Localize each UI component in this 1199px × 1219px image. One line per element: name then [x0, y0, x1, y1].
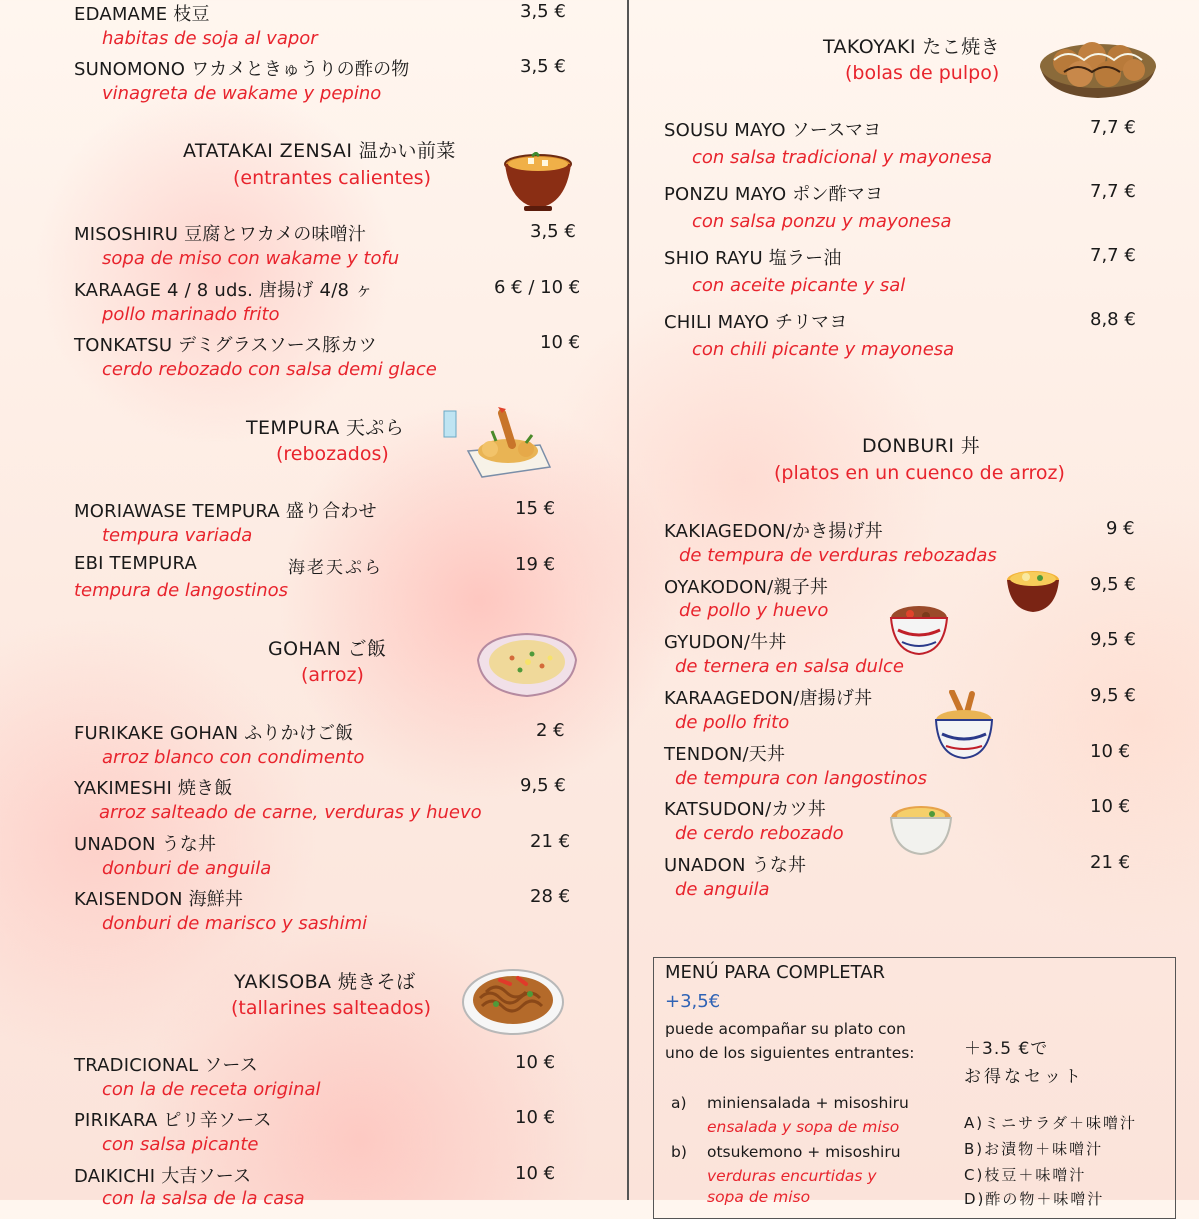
item-kakiagedon-name: KAKIAGEDON/かき揚げ丼	[664, 521, 883, 542]
column-divider	[627, 0, 629, 1200]
item-moriawase-desc: tempura variada	[102, 525, 253, 546]
set-option-b-desc2: sopa de miso	[707, 1188, 811, 1206]
katsudon-bowl-illustration	[888, 800, 954, 858]
item-ebi-jp: 海老天ぷら	[288, 558, 383, 578]
fried-rice-illustration	[472, 630, 582, 702]
set-menu-jp-line: お得なセット	[964, 1067, 1084, 1087]
item-katsudon-desc: de cerdo rebozado	[675, 823, 844, 844]
item-furikake-name: FURIKAKE GOHAN ふりかけご飯	[74, 723, 354, 744]
item-sousu-desc: con salsa tradicional y mayonesa	[692, 147, 993, 168]
item-edamame-price: 3,5 €	[520, 1, 566, 22]
item-gyudon-price: 9,5 €	[1090, 629, 1136, 650]
set-menu-line2: uno de los siguientes entrantes:	[665, 1044, 915, 1062]
item-ponzu-name: PONZU MAYO ポン酢マヨ	[664, 184, 884, 205]
item-unadon-left-name: UNADON うな丼	[74, 834, 217, 855]
item-misoshiru-price: 3,5 €	[530, 221, 576, 242]
item-ponzu-desc: con salsa ponzu y mayonesa	[692, 211, 952, 232]
tempura-illustration	[442, 405, 562, 483]
set-menu-line1: puede acompañar su plato con	[665, 1020, 906, 1038]
set-menu-jp-price: ＋3.5 €で	[964, 1039, 1049, 1059]
item-karaagedon-name: KARAAGEDON/唐揚げ丼	[664, 688, 873, 709]
item-yakimeshi-name: YAKIMESHI 焼き飯	[74, 778, 233, 799]
section-atatakai-sub: (entrantes calientes)	[233, 167, 431, 189]
item-shio-desc: con aceite picante y sal	[692, 275, 906, 296]
item-oyakodon-name: OYAKODON/親子丼	[664, 577, 829, 598]
item-chili-desc: con chili picante y mayonesa	[692, 339, 955, 360]
item-daikichi-price: 10 €	[515, 1163, 556, 1184]
item-gyudon-desc: de ternera en salsa dulce	[675, 656, 904, 677]
item-oyakodon-desc: de pollo y huevo	[679, 600, 829, 621]
section-takoyaki-sub: (bolas de pulpo)	[845, 62, 1000, 84]
section-tempura-sub: (rebozados)	[276, 443, 389, 465]
item-chili-name: CHILI MAYO チリマヨ	[664, 312, 848, 333]
item-karaagedon-price: 9,5 €	[1090, 685, 1136, 706]
item-edamame-name: EDAMAME 枝豆	[74, 4, 210, 25]
item-furikake-desc: arroz blanco con condimento	[102, 747, 365, 768]
set-option-a-text: miniensalada + misoshiru	[707, 1094, 909, 1112]
section-yakisoba-title: YAKISOBA 焼きそば	[234, 971, 416, 993]
item-tonkatsu-name: TONKATSU デミグラスソース豚カツ	[74, 335, 377, 356]
set-option-a-desc: ensalada y sopa de miso	[707, 1118, 900, 1136]
item-gyudon-name: GYUDON/牛丼	[664, 632, 787, 653]
item-shio-price: 7,7 €	[1090, 245, 1136, 266]
item-katsudon-price: 10 €	[1090, 796, 1131, 817]
gyudon-bowl-illustration	[888, 600, 950, 658]
item-ponzu-price: 7,7 €	[1090, 181, 1136, 202]
set-option-a-label: a)	[671, 1094, 687, 1112]
item-pirikara-desc: con salsa picante	[102, 1134, 259, 1155]
item-shio-name: SHIO RAYU 塩ラー油	[664, 248, 842, 269]
item-tradicional-price: 10 €	[515, 1052, 556, 1073]
item-pirikara-name: PIRIKARA ピリ辛ソース	[74, 1110, 272, 1131]
item-sousu-price: 7,7 €	[1090, 117, 1136, 138]
item-ebi-price: 19 €	[515, 554, 556, 575]
section-donburi-sub: (platos en un cuenco de arroz)	[774, 462, 1065, 484]
item-tradicional-name: TRADICIONAL ソース	[74, 1055, 258, 1076]
set-menu-title: MENÚ PARA COMPLETAR	[665, 962, 886, 983]
section-gohan-sub: (arroz)	[301, 664, 364, 686]
item-kakiagedon-desc: de tempura de verduras rebozadas	[679, 545, 997, 566]
item-chili-price: 8,8 €	[1090, 309, 1136, 330]
item-tonkatsu-desc: cerdo rebozado con salsa demi glace	[102, 359, 437, 380]
oyakodon-bowl-illustration	[1004, 566, 1062, 616]
item-oyakodon-price: 9,5 €	[1090, 574, 1136, 595]
item-tonkatsu-price: 10 €	[540, 332, 581, 353]
set-option-b-label: b)	[671, 1143, 687, 1161]
item-karaagedon-desc: de pollo frito	[675, 712, 790, 733]
item-edamame-desc: habitas de soja al vapor	[102, 28, 318, 49]
item-yakimeshi-price: 9,5 €	[520, 775, 566, 796]
item-sousu-name: SOUSU MAYO ソースマヨ	[664, 120, 882, 141]
miso-soup-illustration	[502, 152, 574, 214]
set-menu-price: +3,5€	[665, 991, 721, 1012]
section-tempura-title: TEMPURA 天ぷら	[246, 417, 405, 439]
section-yakisoba-sub: (tallarines salteados)	[231, 997, 432, 1019]
item-tendon-name: TENDON/天丼	[664, 744, 786, 765]
takoyaki-illustration	[1036, 22, 1160, 102]
item-katsudon-name: KATSUDON/カツ丼	[664, 799, 826, 820]
item-tradicional-desc: con la de receta original	[102, 1079, 321, 1100]
item-ebi-desc: tempura de langostinos	[74, 580, 288, 601]
section-takoyaki-title: TAKOYAKI たこ焼き	[823, 36, 1000, 58]
item-kaisendon-desc: donburi de marisco y sashimi	[102, 913, 368, 934]
item-moriawase-price: 15 €	[515, 498, 556, 519]
item-unadon-right-price: 21 €	[1090, 852, 1131, 873]
tendon-bowl-illustration	[932, 690, 996, 762]
item-sunomono-desc: vinagreta de wakame y pepino	[102, 83, 382, 104]
set-option-b-text: otsukemono + misoshiru	[707, 1143, 901, 1161]
item-ebi-name: EBI TEMPURA	[74, 553, 197, 574]
item-karaage-name: KARAAGE 4 / 8 uds. 唐揚げ 4/8 ヶ	[74, 280, 374, 301]
item-unadon-left-price: 21 €	[530, 831, 571, 852]
set-option-b-desc: verduras encurtidas y	[707, 1167, 877, 1185]
item-unadon-right-name: UNADON うな丼	[664, 855, 807, 876]
section-donburi-title: DONBURI 丼	[862, 435, 981, 457]
set-jp-option-a: A)ミニサラダ＋味噌汁	[964, 1114, 1137, 1132]
yakisoba-illustration	[460, 964, 566, 1038]
item-karaage-desc: pollo marinado frito	[102, 304, 280, 325]
set-jp-option-b: B)お漬物＋味噌汁	[964, 1140, 1104, 1158]
set-jp-option-d: D)酢の物＋味噌汁	[964, 1190, 1105, 1208]
item-karaage-price: 6 € / 10 €	[494, 277, 581, 298]
item-kaisendon-price: 28 €	[530, 886, 571, 907]
item-daikichi-desc: con la salsa de la casa	[102, 1188, 305, 1209]
item-furikake-price: 2 €	[536, 720, 565, 741]
item-moriawase-name: MORIAWASE TEMPURA 盛り合わせ	[74, 501, 377, 522]
set-jp-option-c: C)枝豆＋味噌汁	[964, 1166, 1087, 1184]
item-unadon-right-desc: de anguila	[675, 879, 770, 900]
section-gohan-title: GOHAN ご飯	[268, 638, 387, 660]
item-misoshiru-desc: sopa de miso con wakame y tofu	[102, 248, 400, 269]
section-atatakai-title: ATATAKAI ZENSAI 温かい前菜	[183, 140, 456, 162]
item-sunomono-price: 3,5 €	[520, 56, 566, 77]
item-yakimeshi-desc: arroz salteado de carne, verduras y huevo	[99, 802, 482, 823]
item-kaisendon-name: KAISENDON 海鮮丼	[74, 889, 244, 910]
item-misoshiru-name: MISOSHIRU 豆腐とワカメの味噌汁	[74, 224, 367, 245]
item-sunomono-name: SUNOMONO ワカメときゅうりの酢の物	[74, 59, 410, 80]
item-unadon-left-desc: donburi de anguila	[102, 858, 272, 879]
item-tendon-desc: de tempura con langostinos	[675, 768, 928, 789]
item-pirikara-price: 10 €	[515, 1107, 556, 1128]
item-kakiagedon-price: 9 €	[1106, 518, 1135, 539]
item-tendon-price: 10 €	[1090, 741, 1131, 762]
item-daikichi-name: DAIKICHI 大吉ソース	[74, 1166, 252, 1187]
